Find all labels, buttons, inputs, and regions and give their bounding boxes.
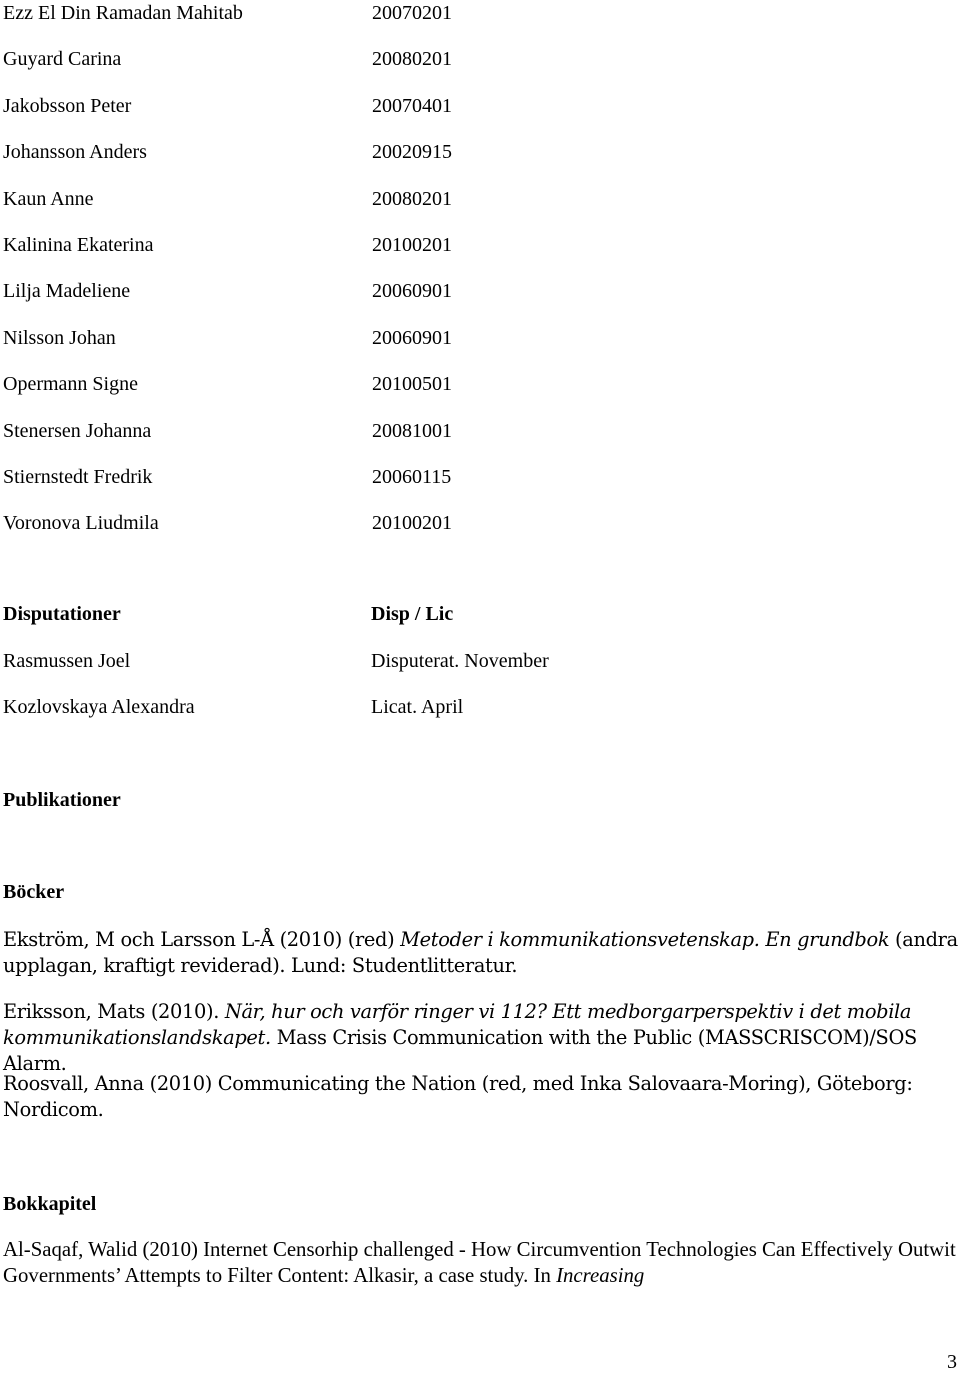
staff-start-date: 20070401 [372, 95, 452, 117]
reference-text: Roosvall, Anna (2010) Communicating the Nation (red, med Inka Salovaara-Moring), Göteborg: Nordicom. [3, 1072, 913, 1121]
reference-authors: Eriksson, Mats (2010). [3, 1000, 225, 1023]
disputation-row [3, 648, 703, 674]
staff-name: Kalinina Ekaterina [3, 234, 154, 256]
disputation-name: Kozlovskaya Alexandra [3, 696, 195, 718]
staff-row [3, 232, 563, 258]
disputationer-heading: Disputationer [3, 603, 121, 625]
staff-name: Lilja Madeliene [3, 280, 131, 302]
staff-start-date: 20100201 [372, 512, 452, 534]
disputationer-header-row [3, 601, 703, 627]
reference-entry [3, 1071, 958, 1123]
bocker-heading: Böcker [3, 881, 65, 903]
disp-lic-heading: Disp / Lic [371, 603, 454, 625]
staff-start-date: 20060901 [372, 280, 452, 302]
reference-entry [3, 1237, 958, 1289]
staff-start-date: 20060901 [372, 327, 452, 349]
reference-title: Increasing [556, 1264, 645, 1287]
staff-start-date: 20081001 [372, 420, 452, 442]
staff-row [3, 46, 563, 72]
staff-name: Jakobsson Peter [3, 95, 132, 117]
staff-row [3, 93, 563, 119]
disputation-status: Licat. April [371, 696, 464, 718]
staff-name: Kaun Anne [3, 188, 94, 210]
staff-start-date: 20060115 [372, 466, 452, 488]
reference-entry [3, 927, 958, 979]
staff-row [3, 278, 563, 304]
staff-row [3, 325, 563, 351]
reference-title: Metoder i kommunikationsvetenskap. En grundbok [400, 928, 890, 951]
staff-start-date: 20100201 [372, 234, 452, 256]
reference-details: (andra upplagan, kraftigt reviderad). Lund: Studentlitteratur. [3, 928, 958, 977]
staff-row [3, 186, 563, 212]
staff-row [3, 371, 563, 397]
page-number: 3 [947, 1351, 957, 1373]
staff-name: Stiernstedt Fredrik [3, 466, 153, 488]
staff-start-date: 20020915 [372, 141, 452, 163]
staff-start-date: 20080201 [372, 188, 452, 210]
staff-start-date: 20070201 [372, 2, 452, 24]
reference-title: När, hur och varför ringer vi 112? Ett medborgarperspektiv i det mobila kommunikationslandskapet. [3, 1000, 912, 1049]
staff-name: Nilsson Johan [3, 327, 116, 349]
staff-row [3, 418, 563, 444]
staff-start-date: 20100501 [372, 373, 452, 395]
staff-name: Stenersen Johanna [3, 420, 152, 442]
disputation-status: Disputerat. November [371, 650, 549, 672]
reference-authors: Ekström, M och Larsson L-Å (2010) (red) [3, 928, 401, 951]
staff-name: Ezz El Din Ramadan Mahitab [3, 2, 243, 24]
staff-row [3, 510, 563, 536]
staff-name: Guyard Carina [3, 48, 122, 70]
reference-text: Al-Saqaf, Walid (2010) Internet Censorhip challenged - How Circumvention Technologies Can Effectively Outwit Governments’ Attempts to Filter Content: Alkasir, a case study. In [3, 1238, 956, 1287]
staff-name: Voronova Liudmila [3, 512, 159, 534]
reference-entry [3, 999, 958, 1077]
staff-start-date: 20080201 [372, 48, 452, 70]
staff-row [3, 464, 563, 490]
disputation-row [3, 694, 703, 720]
staff-row [3, 0, 563, 26]
reference-details: Mass Crisis Communication with the Public (MASSCRISCOM)/SOS Alarm. [3, 1026, 917, 1075]
staff-row [3, 139, 563, 165]
staff-name: Johansson Anders [3, 141, 147, 163]
disputation-name: Rasmussen Joel [3, 650, 131, 672]
staff-name: Opermann Signe [3, 373, 138, 395]
bokkapitel-heading: Bokkapitel [3, 1193, 97, 1215]
publikationer-heading: Publikationer [3, 789, 121, 811]
